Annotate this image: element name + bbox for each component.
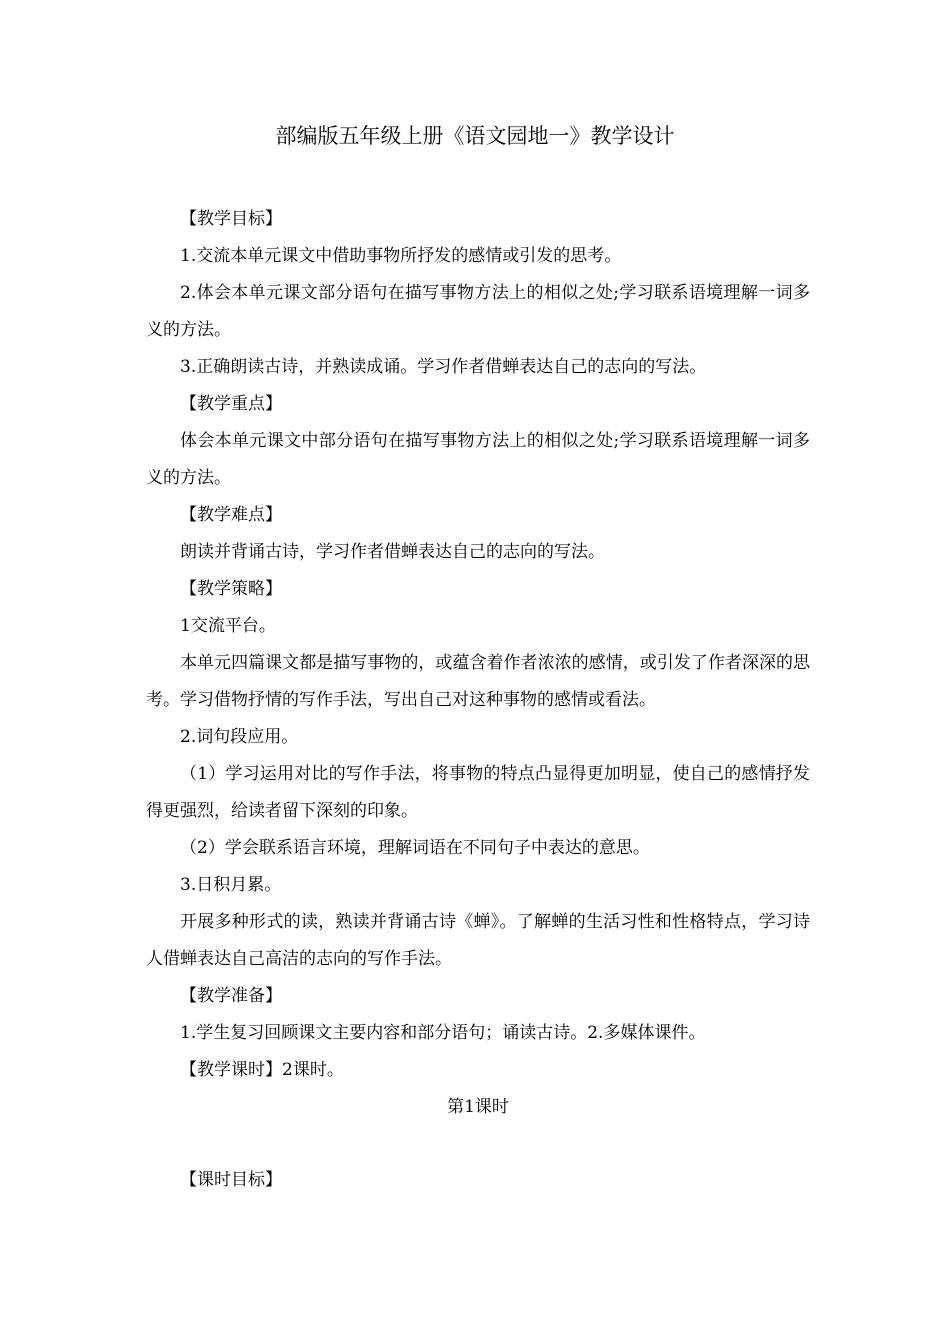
- key-points-text: 体会本单元课文中部分语句在描写事物方法上的相似之处;学习联系语境理解一词多义的方法。: [146, 431, 810, 488]
- document-body: [146, 201, 810, 1199]
- difficulties-text: 朗读并背诵古诗，学习作者借蝉表达自己的志向的写法。: [180, 542, 605, 562]
- objective-item-2: 2.体会本单元课文部分语句在描写事物方法上的相似之处;学习联系语境理解一词多义的方法。: [146, 283, 810, 340]
- preparation-text: 1.学生复习回顾课文主要内容和部分语句；诵读古诗。2.多媒体课件。: [180, 1023, 706, 1043]
- strategy-item-2-title: 2.词句段应用。: [180, 727, 299, 747]
- section-heading-difficulties: 【教学难点】: [180, 505, 282, 525]
- section-heading-key-points: 【教学重点】: [180, 394, 282, 414]
- strategy-item-2-sub-2: （2）学会联系语言环境，理解词语在不同句子中表达的意思。: [180, 838, 650, 858]
- strategy-item-3-title: 3.日积月累。: [180, 875, 282, 895]
- section-heading-preparation: 【教学准备】: [180, 986, 282, 1006]
- class-hours-text: 【教学课时】2课时。: [180, 1060, 344, 1080]
- session-heading: 第1课时: [447, 1097, 509, 1117]
- section-heading-strategy: 【教学策略】: [180, 579, 282, 599]
- strategy-item-1-text: 本单元四篇课文都是描写事物的，或蕴含着作者浓浓的感情，或引发了作者深深的思考。学习借物抒情的写作手法，写出自己对这种事物的感情或看法。: [146, 653, 810, 710]
- document-title: 部编版五年级上册《语文园地一》教学设计: [275, 124, 675, 148]
- session-spacer: [146, 1126, 810, 1162]
- objective-item-3: 3.正确朗读古诗，并熟读成诵。学习作者借蝉表达自己的志向的写法。: [180, 357, 707, 377]
- objective-item-1: 1.交流本单元课文中借助事物所抒发的感情或引发的思考。: [180, 246, 622, 266]
- strategy-item-3-text: 开展多种形式的读，熟读并背诵古诗《蝉》。了解蝉的生活习性和性格特点，学习诗人借蝉表达自己高洁的志向的写作手法。: [146, 912, 810, 969]
- section-heading-objectives: 【教学目标】: [180, 209, 282, 229]
- strategy-item-1-title: 1交流平台。: [180, 616, 276, 636]
- strategy-item-2-sub-1: （1）学习运用对比的写作手法，将事物的特点凸显得更加明显，使自己的感情抒发得更强烈，给读者留下深刻的印象。: [146, 764, 810, 821]
- section-heading-session-objectives: 【课时目标】: [180, 1170, 282, 1190]
